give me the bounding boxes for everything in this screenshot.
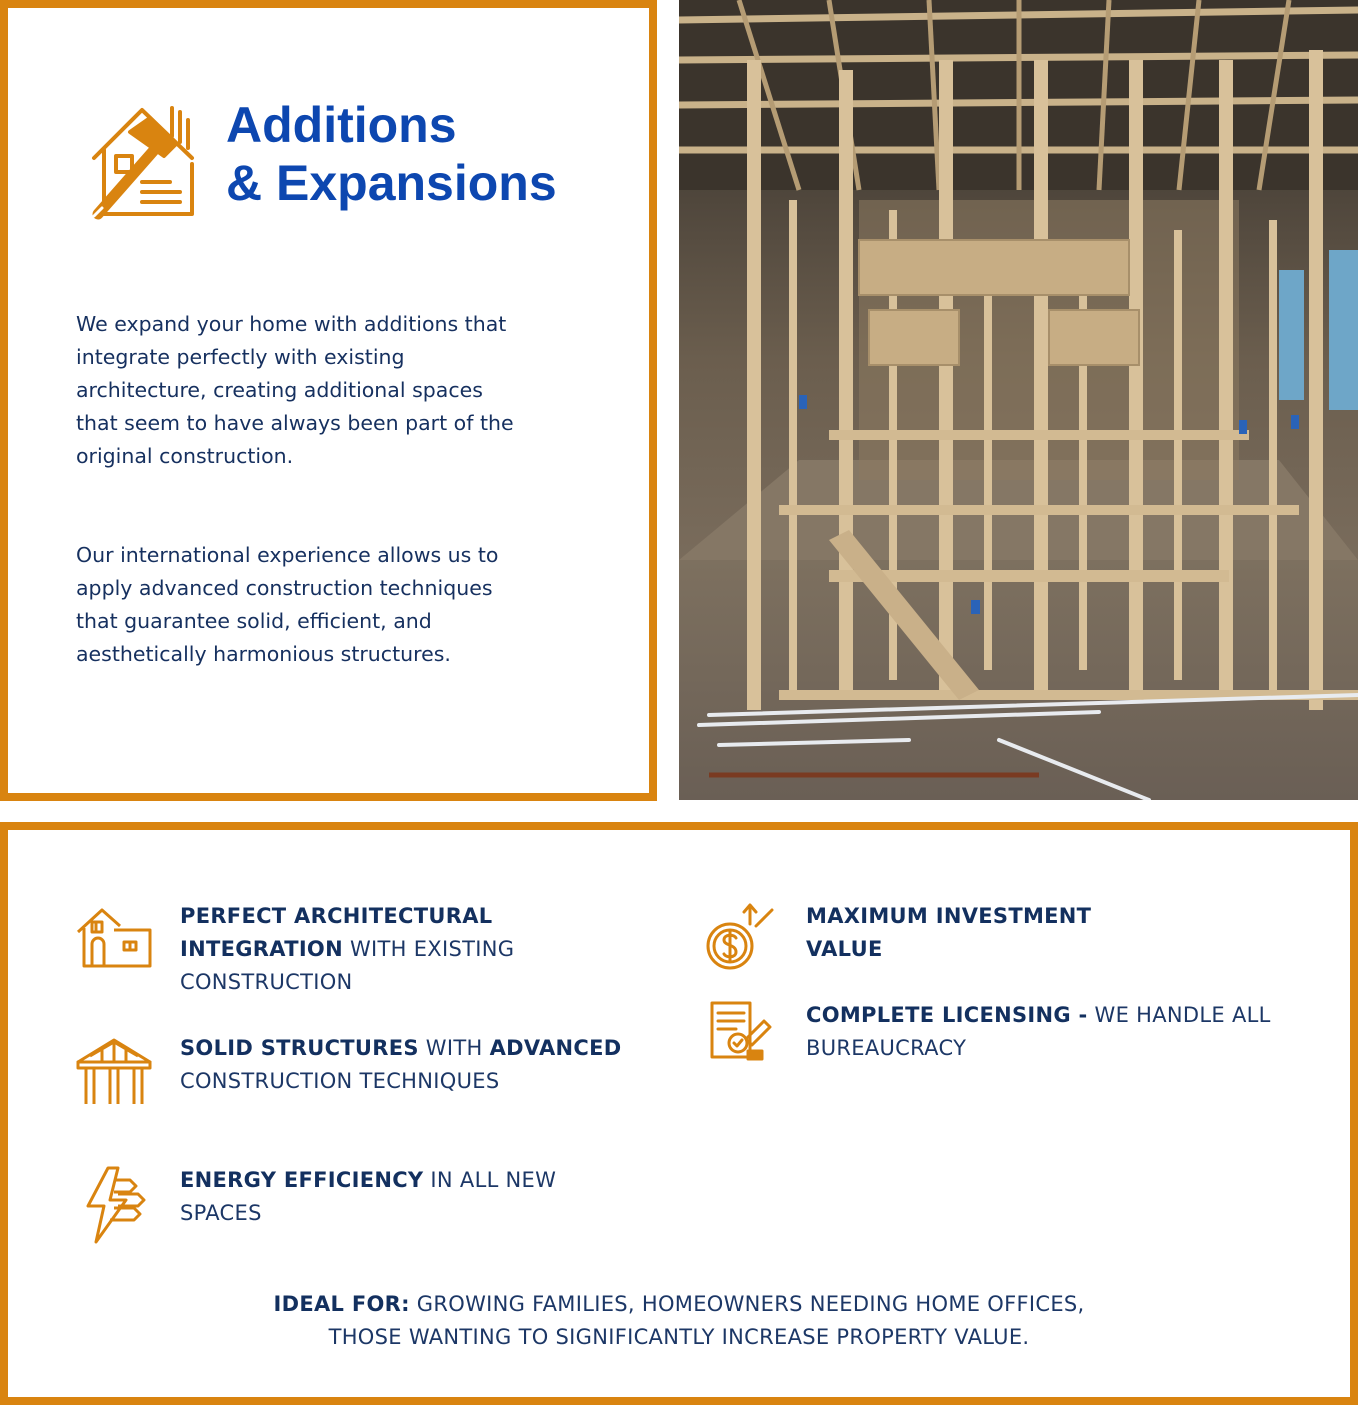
feature-architectural-rest: WITH EXISTING CONSTRUCTION [180,937,515,994]
feature-structures-bold-1: SOLID STRUCTURES [180,1036,419,1060]
house-hammer-icon [80,96,210,226]
title-line-2: & Expansions [226,155,557,211]
feature-architectural-integration [74,900,634,999]
feature-structures-text [180,1032,634,1098]
construction-framing-photo [679,0,1358,800]
feature-energy-text [180,1164,634,1230]
feature-energy-bold: ENERGY EFFICIENCY [180,1168,424,1192]
dollar-growth-icon [700,900,786,980]
feature-architectural-bold: PERFECT ARCHITECTURAL INTEGRATION [180,904,493,961]
feature-complete-licensing [700,999,1280,1079]
features-panel [0,822,1358,1405]
feature-solid-structures [74,1032,634,1112]
energy-bolt-icon [74,1164,160,1244]
ideal-for-text: GROWING FAMILIES, HOMEOWNERS NEEDING HOME OFFICES, [409,1292,1085,1316]
intro-panel [0,0,657,801]
ideal-for-label: IDEAL FOR: [273,1292,410,1316]
ideal-for-statement [8,1288,1350,1354]
description-paragraph-2: Our international experience allows us to apply advanced construction techniques that guarantee solid, efficient, and aesthetically harmonious structures. [76,543,499,666]
feature-energy-efficiency [74,1164,634,1244]
description-paragraph-1: We expand your home with additions that integrate perfectly with existing architecture, creating additional spaces that seem to have always been part of the original construction. [76,312,514,468]
feature-investment-bold: MAXIMUM INVESTMENT VALUE [806,904,1092,961]
document-license-icon [700,999,786,1079]
feature-structures-rest-1: WITH [418,1036,490,1060]
feature-structures-bold-2: ADVANCED [489,1036,622,1060]
feature-licensing-rest: WE HANDLE ALL BUREAUCRACY [806,1003,1271,1060]
ideal-for-text-line-2: THOSE WANTING TO SIGNIFICANTLY INCREASE PROPERTY VALUE. [328,1325,1030,1349]
feature-licensing-bold: COMPLETE LICENSING - [806,1003,1088,1027]
feature-investment-text [806,900,1100,966]
feature-structures-rest-2: CONSTRUCTION TECHNIQUES [180,1069,500,1093]
feature-energy-rest: IN ALL NEW SPACES [180,1168,557,1225]
title-line-1: Additions [226,97,457,153]
feature-architectural-text [180,900,634,999]
page-title [226,96,557,212]
feature-licensing-text [806,999,1280,1065]
roof-structure-icon [74,1032,160,1112]
house-icon [74,900,160,980]
feature-investment-value [700,900,1100,980]
